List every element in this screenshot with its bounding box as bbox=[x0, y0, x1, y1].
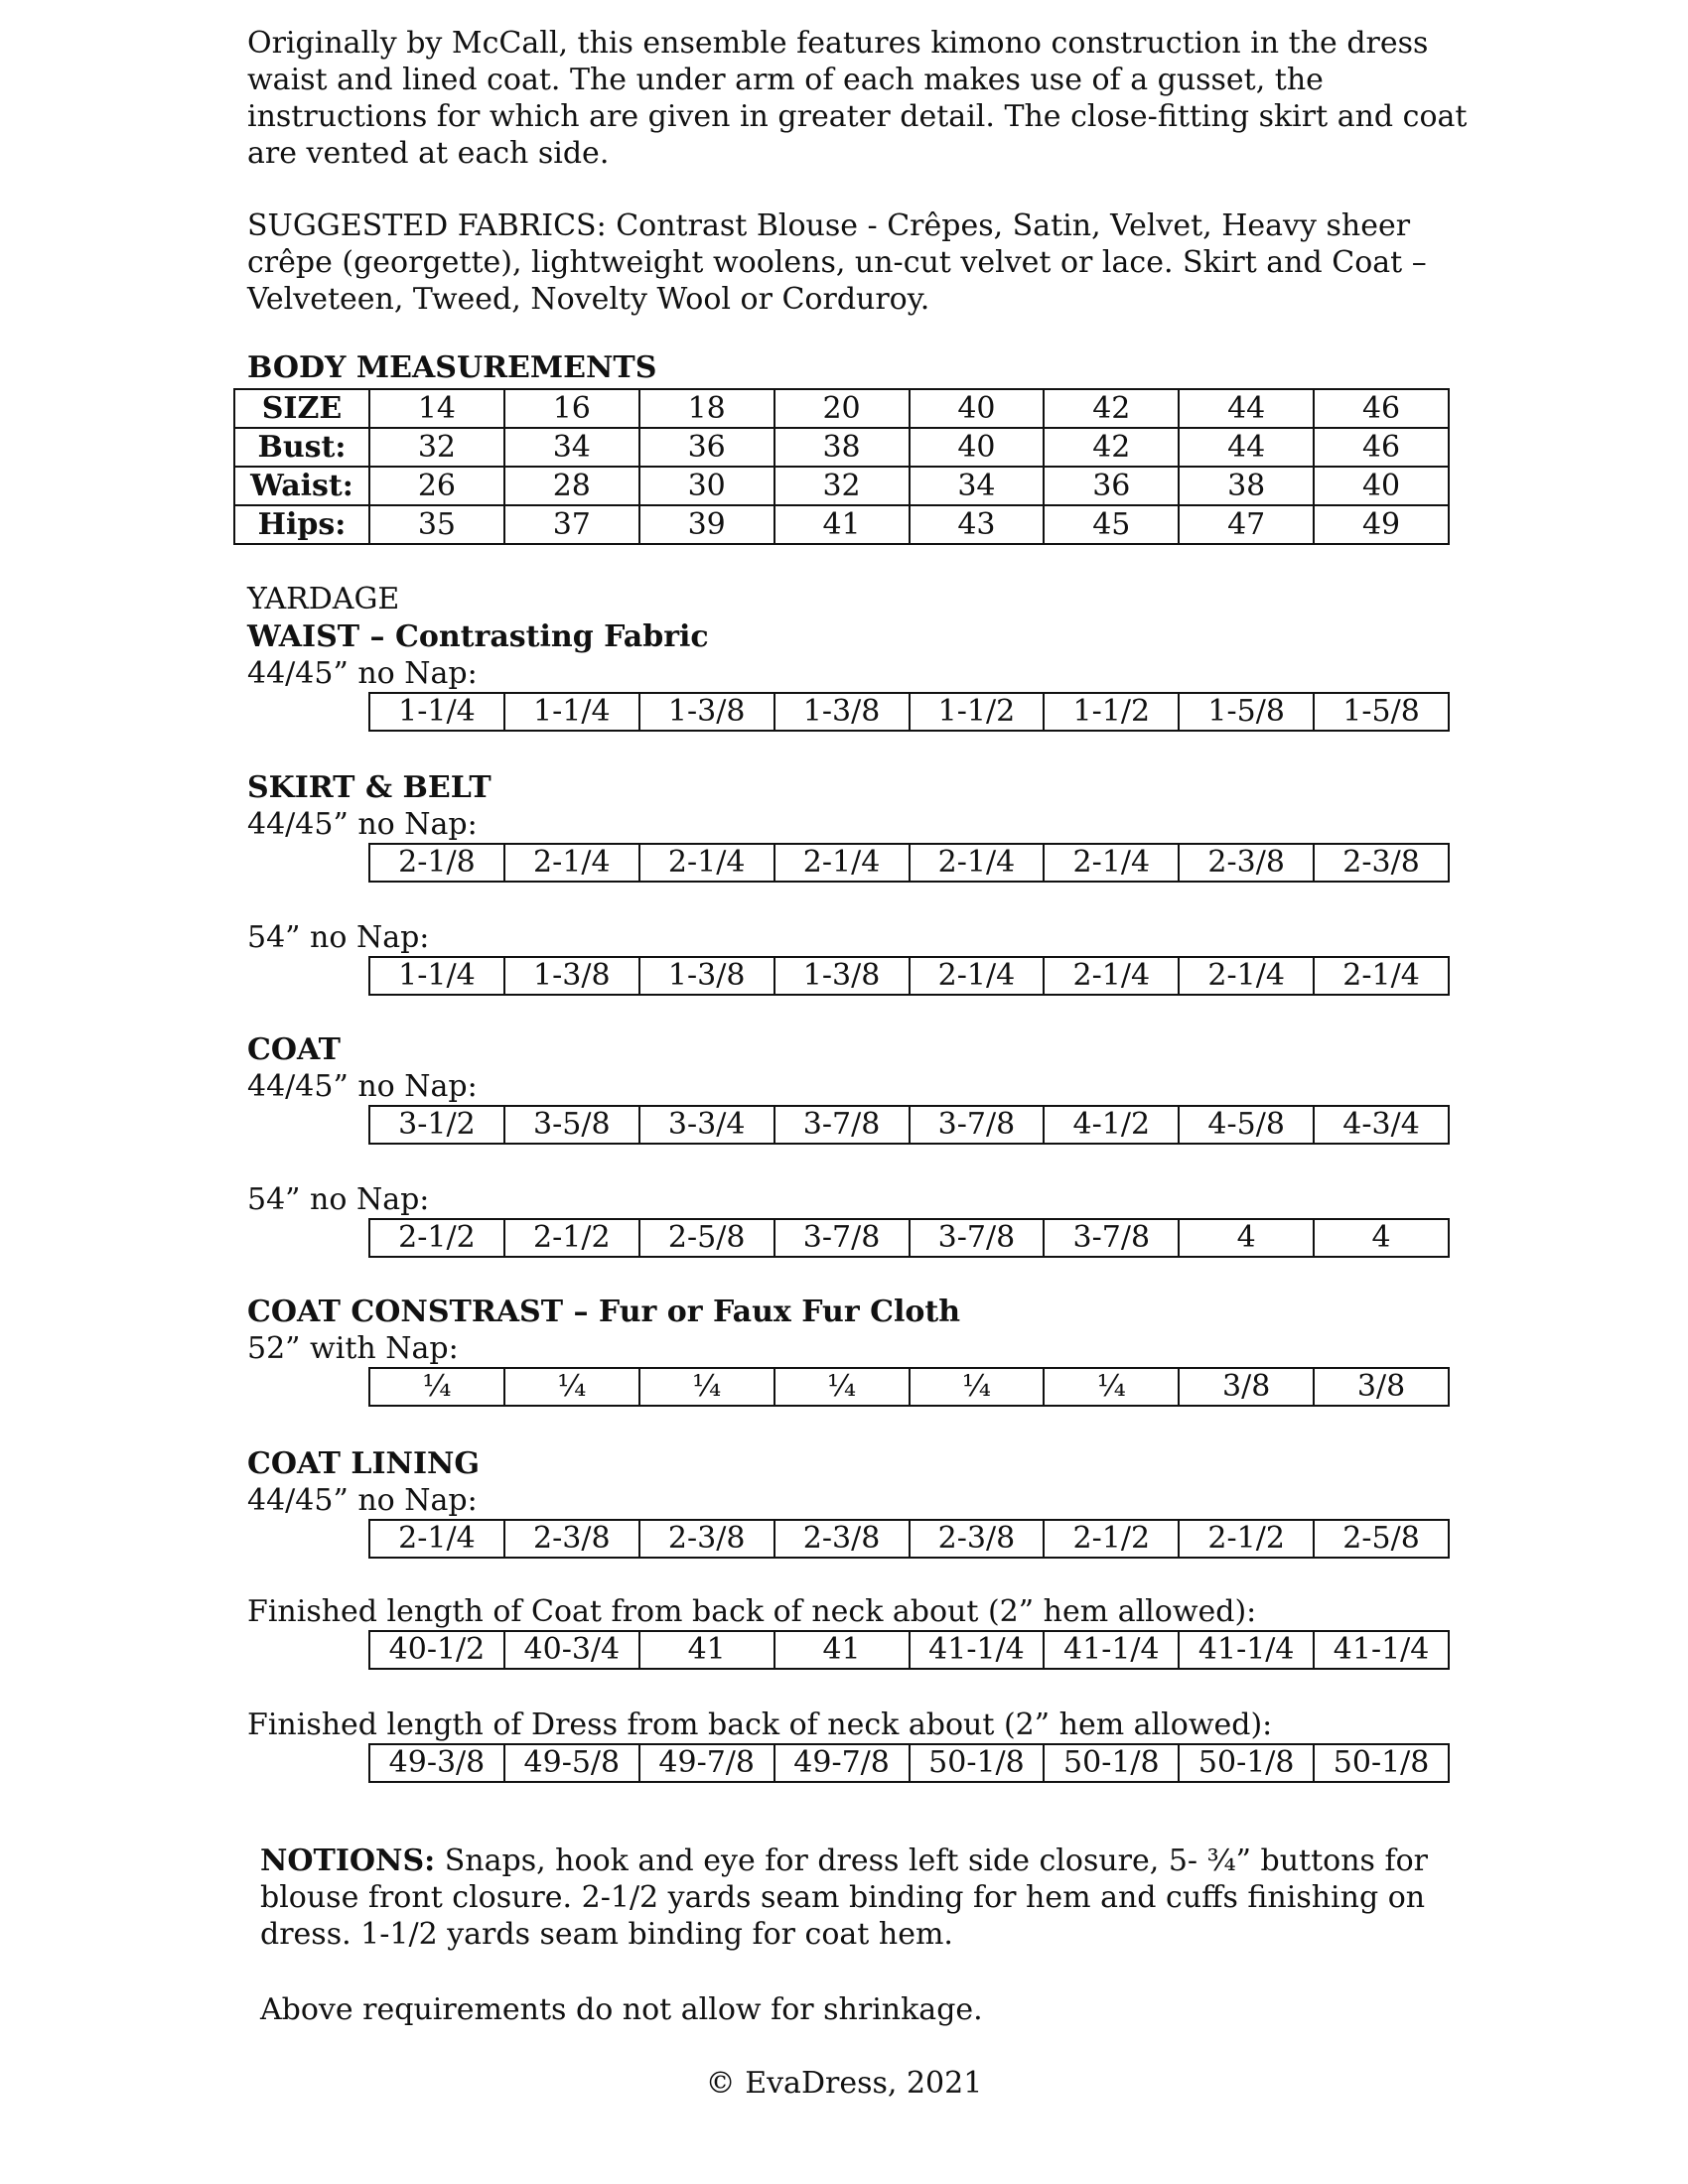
table-cell: 1-5/8 bbox=[1179, 693, 1314, 731]
yardage-heading: COAT bbox=[247, 1032, 341, 1067]
yardage-table bbox=[368, 1519, 1450, 1559]
suggested-fabrics-paragraph: SUGGESTED FABRICS: Contrast Blouse - Crêpes, Satin, Velvet, Heavy sheer crêpe (georgette), lightweight woolens, un-cut velvet or lace. Skirt and Coat – Velveteen, Tweed, Novelty Wool or Corduroy. bbox=[247, 208, 1427, 317]
yardage-heading: COAT LINING bbox=[247, 1446, 481, 1481]
table-cell: 3-7/8 bbox=[774, 1219, 910, 1257]
yardage-table bbox=[368, 956, 1450, 996]
fabric-width-label: 54” no Nap: bbox=[247, 1182, 430, 1217]
table-cell: 2-1/4 bbox=[1044, 844, 1179, 882]
table-cell: 47 bbox=[1179, 505, 1314, 544]
table-cell: 41-1/4 bbox=[1314, 1631, 1449, 1669]
table-cell: 2-1/4 bbox=[910, 957, 1045, 995]
shrinkage-note: Above requirements do not allow for shrinkage. bbox=[260, 1992, 983, 2027]
table-cell: 50-1/8 bbox=[910, 1744, 1045, 1782]
table-cell: 36 bbox=[639, 428, 774, 467]
table-row bbox=[234, 467, 1449, 505]
notions-paragraph bbox=[260, 1843, 1472, 1953]
intro-paragraph: Originally by McCall, this ensemble features kimono construction in the dress waist and lined coat. The under arm of each makes use of a gusset, the instructions for which are given in greater detail. The close-fitting skirt and coat are vented at each side. bbox=[247, 26, 1468, 171]
yardage-table bbox=[368, 843, 1450, 883]
table-cell: 50-1/8 bbox=[1179, 1744, 1314, 1782]
table-cell: 3-7/8 bbox=[1044, 1219, 1179, 1257]
table-cell: 1-1/4 bbox=[369, 957, 504, 995]
table-cell: 2-1/4 bbox=[1044, 957, 1179, 995]
table-cell: 1-3/8 bbox=[774, 693, 910, 731]
table-cell: 4-1/2 bbox=[1044, 1106, 1179, 1144]
table-row bbox=[369, 1631, 1449, 1669]
table-cell: 26 bbox=[369, 467, 504, 505]
table-cell: 34 bbox=[910, 467, 1045, 505]
fabric-width-label: Finished length of Dress from back of neck about (2” hem allowed): bbox=[247, 1707, 1273, 1742]
table-cell: 41-1/4 bbox=[1044, 1631, 1179, 1669]
yardage-heading: SKIRT & BELT bbox=[247, 770, 492, 805]
table-cell: 49-3/8 bbox=[369, 1744, 504, 1782]
yardage-title: YARDAGE bbox=[247, 582, 400, 616]
table-cell: 2-3/8 bbox=[1314, 844, 1449, 882]
row-header: Waist: bbox=[234, 467, 369, 505]
table-cell: 28 bbox=[504, 467, 639, 505]
table-cell: 1-3/8 bbox=[639, 957, 774, 995]
table-cell: 32 bbox=[369, 428, 504, 467]
table-cell: 40-3/4 bbox=[504, 1631, 639, 1669]
yardage-table bbox=[368, 692, 1450, 732]
table-cell: 2-1/2 bbox=[504, 1219, 639, 1257]
body-measurements-title: BODY MEASUREMENTS bbox=[247, 350, 657, 385]
table-cell: 4-5/8 bbox=[1179, 1106, 1314, 1144]
table-cell: 30 bbox=[639, 467, 774, 505]
table-cell: 46 bbox=[1314, 428, 1449, 467]
table-cell: 4-3/4 bbox=[1314, 1106, 1449, 1144]
table-cell: 40 bbox=[910, 428, 1045, 467]
table-cell: 1-3/8 bbox=[774, 957, 910, 995]
fabric-width-label: 52” with Nap: bbox=[247, 1331, 459, 1366]
table-row bbox=[369, 844, 1449, 882]
row-header: SIZE bbox=[234, 389, 369, 428]
table-cell: 1-1/4 bbox=[504, 693, 639, 731]
table-row bbox=[234, 428, 1449, 467]
table-row bbox=[234, 389, 1449, 428]
table-cell: 49-5/8 bbox=[504, 1744, 639, 1782]
table-cell: 3-1/2 bbox=[369, 1106, 504, 1144]
table-cell: 3-7/8 bbox=[774, 1106, 910, 1144]
table-cell: 38 bbox=[774, 428, 910, 467]
table-cell: 18 bbox=[639, 389, 774, 428]
yardage-table bbox=[368, 1367, 1450, 1407]
table-cell: 2-1/4 bbox=[369, 1520, 504, 1558]
table-row bbox=[369, 1744, 1449, 1782]
table-cell: 2-1/2 bbox=[1044, 1520, 1179, 1558]
row-header: Bust: bbox=[234, 428, 369, 467]
table-cell: 2-3/8 bbox=[1179, 844, 1314, 882]
table-row bbox=[369, 1520, 1449, 1558]
row-header: Hips: bbox=[234, 505, 369, 544]
table-cell: 34 bbox=[504, 428, 639, 467]
table-cell: 2-1/4 bbox=[774, 844, 910, 882]
table-cell: 49 bbox=[1314, 505, 1449, 544]
table-cell: 3-3/4 bbox=[639, 1106, 774, 1144]
table-cell: 4 bbox=[1179, 1219, 1314, 1257]
table-cell: ¼ bbox=[504, 1368, 639, 1406]
notions-label: NOTIONS: bbox=[260, 1843, 436, 1878]
table-cell: 3/8 bbox=[1314, 1368, 1449, 1406]
table-cell: 2-1/2 bbox=[1179, 1520, 1314, 1558]
table-cell: 50-1/8 bbox=[1044, 1744, 1179, 1782]
table-row bbox=[369, 1368, 1449, 1406]
table-cell: 1-1/4 bbox=[369, 693, 504, 731]
table-cell: 1-1/2 bbox=[1044, 693, 1179, 731]
table-cell: 41 bbox=[774, 1631, 910, 1669]
table-cell: 50-1/8 bbox=[1314, 1744, 1449, 1782]
table-cell: 2-3/8 bbox=[504, 1520, 639, 1558]
table-cell: 36 bbox=[1044, 467, 1179, 505]
yardage-heading: WAIST – Contrasting Fabric bbox=[247, 619, 709, 654]
table-cell: 14 bbox=[369, 389, 504, 428]
table-cell: 41 bbox=[639, 1631, 774, 1669]
table-cell: ¼ bbox=[1044, 1368, 1179, 1406]
table-cell: 1-5/8 bbox=[1314, 693, 1449, 731]
table-row bbox=[369, 1219, 1449, 1257]
table-cell: 2-5/8 bbox=[639, 1219, 774, 1257]
table-cell: 42 bbox=[1044, 428, 1179, 467]
table-cell: 20 bbox=[774, 389, 910, 428]
table-cell: 2-5/8 bbox=[1314, 1520, 1449, 1558]
table-row bbox=[234, 505, 1449, 544]
table-cell: 37 bbox=[504, 505, 639, 544]
fabric-width-label: 44/45” no Nap: bbox=[247, 807, 478, 842]
table-cell: 45 bbox=[1044, 505, 1179, 544]
table-cell: 32 bbox=[774, 467, 910, 505]
table-cell: 3/8 bbox=[1179, 1368, 1314, 1406]
table-row bbox=[369, 1106, 1449, 1144]
table-cell: 39 bbox=[639, 505, 774, 544]
table-cell: 40 bbox=[910, 389, 1045, 428]
table-cell: 2-1/4 bbox=[504, 844, 639, 882]
table-cell: 2-1/4 bbox=[910, 844, 1045, 882]
fabric-width-label: 44/45” no Nap: bbox=[247, 1483, 478, 1518]
table-cell: 3-7/8 bbox=[910, 1106, 1045, 1144]
copyright-footer: © EvaDress, 2021 bbox=[705, 2066, 983, 2101]
table-row bbox=[369, 693, 1449, 731]
table-cell: 1-3/8 bbox=[504, 957, 639, 995]
yardage-table bbox=[368, 1743, 1450, 1783]
table-cell: 2-1/4 bbox=[639, 844, 774, 882]
table-cell: ¼ bbox=[369, 1368, 504, 1406]
table-cell: 4 bbox=[1314, 1219, 1449, 1257]
table-cell: 42 bbox=[1044, 389, 1179, 428]
table-cell: 3-5/8 bbox=[504, 1106, 639, 1144]
yardage-heading: COAT CONSTRAST – Fur or Faux Fur Cloth bbox=[247, 1295, 961, 1329]
table-cell: 1-1/2 bbox=[910, 693, 1045, 731]
fabric-width-label: 44/45” no Nap: bbox=[247, 1069, 478, 1104]
table-cell: 41-1/4 bbox=[910, 1631, 1045, 1669]
table-cell: 46 bbox=[1314, 389, 1449, 428]
table-cell: 40-1/2 bbox=[369, 1631, 504, 1669]
yardage-table bbox=[368, 1630, 1450, 1670]
table-cell: 2-3/8 bbox=[910, 1520, 1045, 1558]
table-cell: 2-1/8 bbox=[369, 844, 504, 882]
table-cell: ¼ bbox=[639, 1368, 774, 1406]
table-cell: 2-3/8 bbox=[774, 1520, 910, 1558]
fabric-width-label: Finished length of Coat from back of neck about (2” hem allowed): bbox=[247, 1594, 1257, 1629]
fabric-width-label: 44/45” no Nap: bbox=[247, 656, 478, 691]
table-cell: 2-1/4 bbox=[1179, 957, 1314, 995]
table-cell: 44 bbox=[1179, 389, 1314, 428]
table-cell: 49-7/8 bbox=[639, 1744, 774, 1782]
table-cell: 41 bbox=[774, 505, 910, 544]
table-cell: 43 bbox=[910, 505, 1045, 544]
table-cell: 1-3/8 bbox=[639, 693, 774, 731]
table-cell: 2-1/4 bbox=[1314, 957, 1449, 995]
table-cell: 16 bbox=[504, 389, 639, 428]
table-cell: 35 bbox=[369, 505, 504, 544]
table-cell: ¼ bbox=[774, 1368, 910, 1406]
yardage-table bbox=[368, 1105, 1450, 1145]
notions-text: Snaps, hook and eye for dress left side closure, 5- ¾” buttons for blouse front closure. 2-1/2 yards seam binding for hem and cuffs finishing on dress. 1-1/2 yards seam binding for coat hem. bbox=[260, 1843, 1428, 1952]
body-measurements-table bbox=[233, 388, 1450, 545]
fabric-width-label: 54” no Nap: bbox=[247, 920, 430, 955]
table-cell: 40 bbox=[1314, 467, 1449, 505]
table-cell: 3-7/8 bbox=[910, 1219, 1045, 1257]
yardage-table bbox=[368, 1218, 1450, 1258]
table-row bbox=[369, 957, 1449, 995]
table-cell: 2-3/8 bbox=[639, 1520, 774, 1558]
table-cell: ¼ bbox=[910, 1368, 1045, 1406]
table-cell: 49-7/8 bbox=[774, 1744, 910, 1782]
table-cell: 41-1/4 bbox=[1179, 1631, 1314, 1669]
table-cell: 38 bbox=[1179, 467, 1314, 505]
table-cell: 44 bbox=[1179, 428, 1314, 467]
table-cell: 2-1/2 bbox=[369, 1219, 504, 1257]
